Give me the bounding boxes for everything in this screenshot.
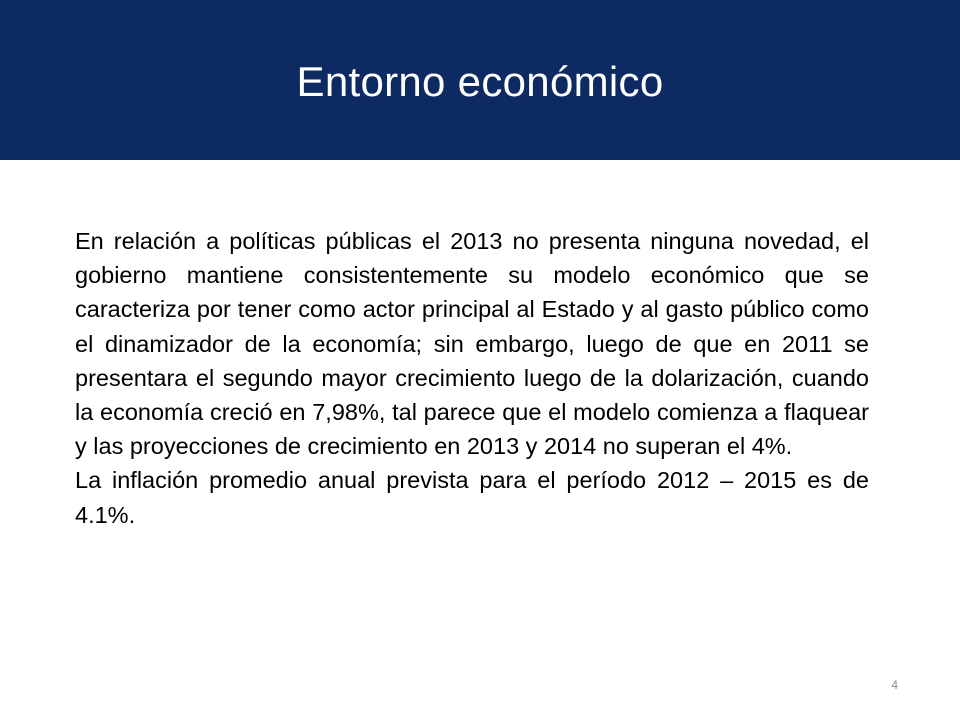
page-number: 4 bbox=[891, 678, 898, 692]
body-paragraph-1: En relación a políticas públicas el 2013 no presenta ninguna novedad, el gobierno mantiene consistentemente su modelo económico que se caracteriza por tener como actor principal al Estado y al gasto público como el dinamizador de la economía; sin embargo, luego de que en 2011 se presentara el segundo mayor crecimiento luego de la dolarización, cuando la economía creció en 7,98%, tal parece que el modelo comienza a flaquear y las proyecciones de crecimiento en 2013 y 2014 no superan el 4%. bbox=[75, 228, 869, 460]
slide-title: Entorno económico bbox=[296, 58, 664, 105]
body-paragraph-2: La inflación promedio anual prevista para el período 2012 – 2015 es de 4.1%. bbox=[75, 467, 869, 528]
title-band bbox=[0, 0, 960, 160]
slide-body bbox=[75, 224, 869, 532]
